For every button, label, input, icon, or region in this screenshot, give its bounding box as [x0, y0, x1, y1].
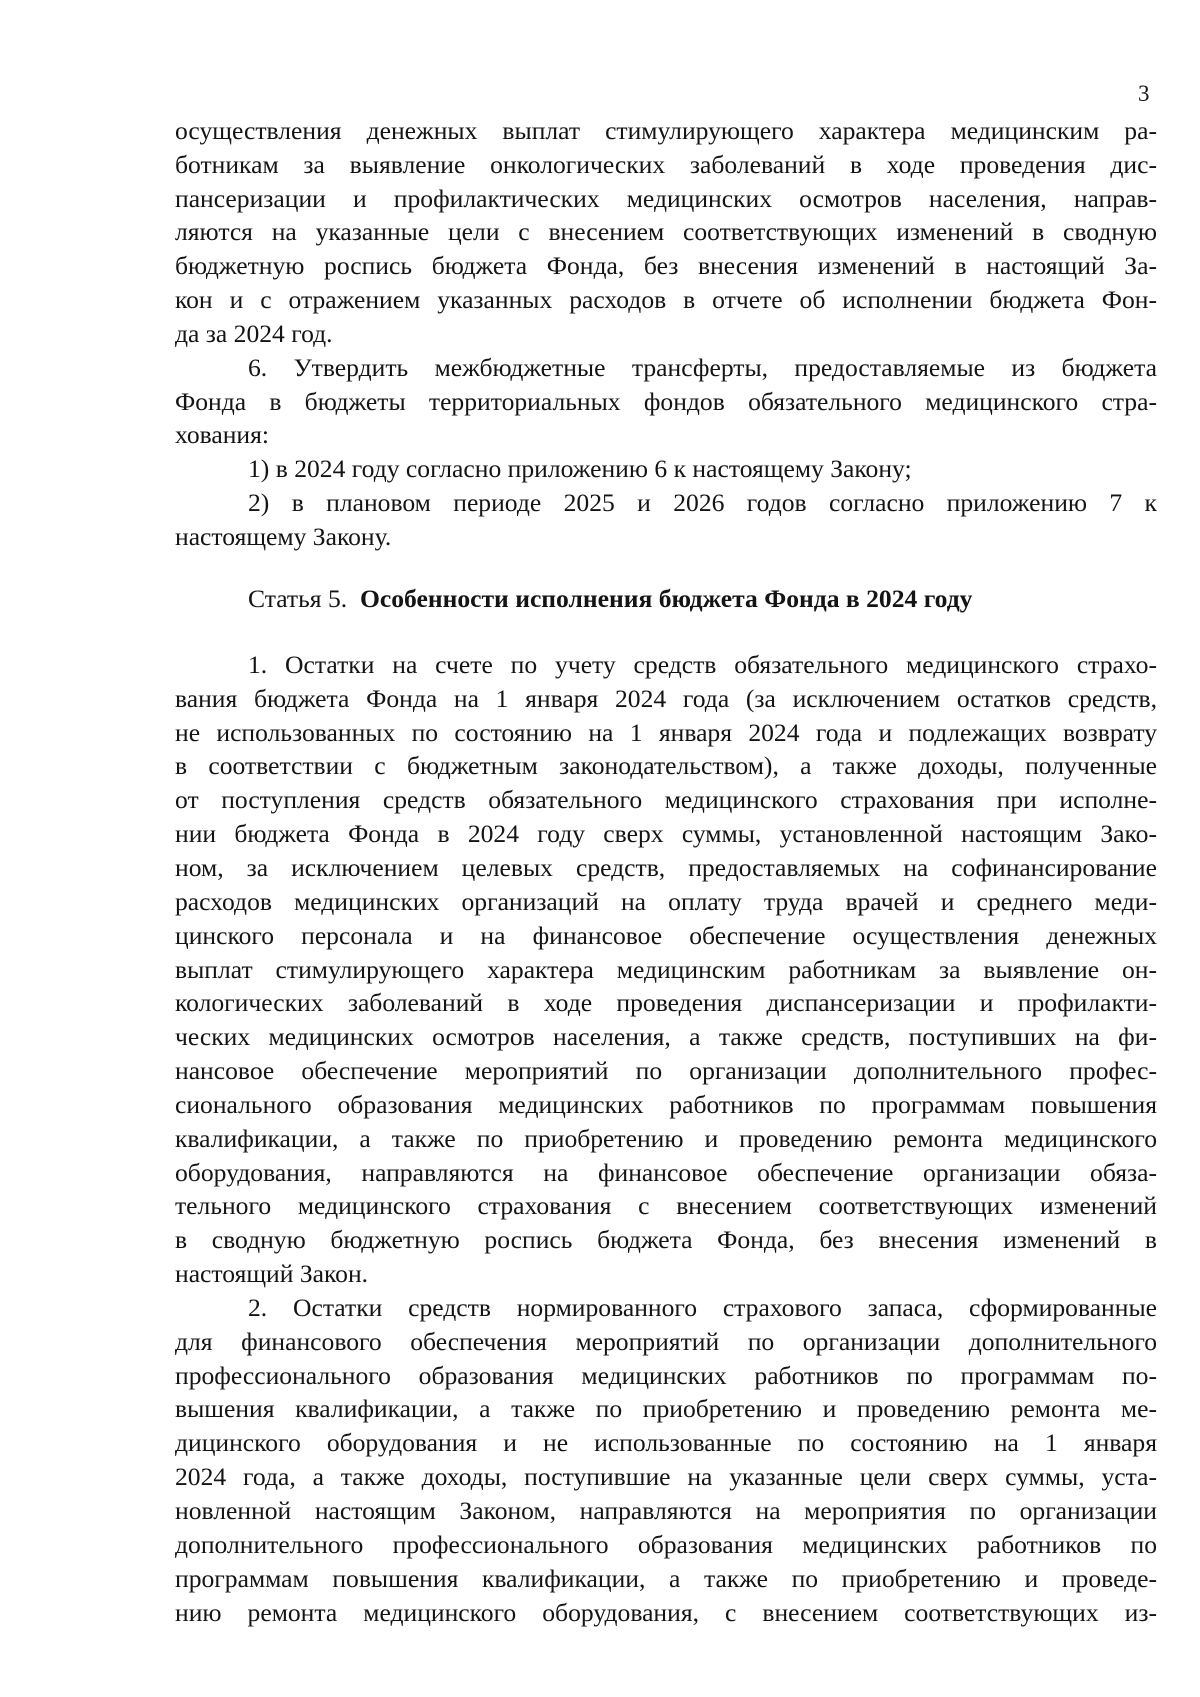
text-line: 2) в плановом периоде 2025 и 2026 годов согласно приложению 7 к [248, 488, 1157, 517]
text-line: новленной настоящим Законом, направляются на мероприятия по организации [175, 1496, 1157, 1525]
text-line: пансеризации и профилактических медицинских осмотров населения, направ- [175, 184, 1157, 213]
text-line: ческих медицинских осмотров населения, а также средств, поступивших на фи- [175, 1022, 1157, 1051]
article-title: Особенности исполнения бюджета Фонда в 2024 году [359, 584, 973, 613]
text-line: сионального образования медицинских работников по программам повышения [175, 1090, 1157, 1119]
text-line: ботникам за выявление онкологических заболеваний в ходе проведения дис- [175, 150, 1157, 179]
text-line: нию ремонта медицинского оборудования, с внесением соответствующих из- [175, 1598, 1157, 1627]
text-line: настоящий Закон. [175, 1259, 369, 1288]
text-line: от поступления средств обязательного медицинского страхования при исполне- [175, 785, 1157, 814]
text-line: оборудования, направляются на финансовое обеспечение организации обяза- [175, 1158, 1157, 1187]
text-line: тельного медицинского страхования с внесением соответствующих изменений [175, 1191, 1157, 1220]
text-line: кон и с отражением указанных расходов в отчете об исполнении бюджета Фон- [175, 285, 1157, 314]
text-line: осуществления денежных выплат стимулирующего характера медицинским ра- [175, 116, 1157, 145]
text-line: 6. Утвердить межбюджетные трансферты, предоставляемые из бюджета [248, 353, 1157, 382]
text-line: программам повышения квалификации, а также по приобретению и проведе- [175, 1564, 1157, 1593]
text-line: Фонда в бюджеты территориальных фондов обязательного медицинского стра- [175, 387, 1157, 416]
text-line: кологических заболеваний в ходе проведения диспансеризации и профилакти- [175, 988, 1157, 1017]
page-number: 3 [1138, 81, 1150, 106]
text-line: нии бюджета Фонда в 2024 году сверх суммы, установленной настоящим Зако- [175, 819, 1157, 848]
text-line: выплат стимулирующего характера медицинским работникам за выявление он- [175, 955, 1157, 984]
text-line: хования: [175, 420, 270, 449]
text-line: вышения квалификации, а также по приобретению и проведению ремонта ме- [175, 1394, 1157, 1423]
text-line: в сводную бюджетную роспись бюджета Фонда, без внесения изменений в [175, 1225, 1157, 1254]
text-line: дополнительного профессионального образования медицинских работников по [175, 1530, 1157, 1559]
text-line: цинского персонала и на финансовое обеспечение осуществления денежных [175, 921, 1157, 950]
text-line: нансовое обеспечение мероприятий по организации дополнительного профес- [175, 1056, 1157, 1085]
text-line: 2. Остатки средств нормированного страхового запаса, сформированные [248, 1293, 1157, 1322]
text-line: вания бюджета Фонда на 1 января 2024 года (за исключением остатков средств, [175, 684, 1157, 713]
text-line: не использованных по состоянию на 1 января 2024 года и подлежащих возврату [175, 718, 1157, 747]
text-line: 2024 года, а также доходы, поступившие на указанные цели сверх суммы, уста- [175, 1462, 1157, 1491]
text-line: ляются на указанные цели с внесением соответствующих изменений в сводную [175, 217, 1157, 246]
text-line: расходов медицинских организаций на оплату труда врачей и среднего меди- [175, 887, 1157, 916]
text-line: ном, за исключением целевых средств, предоставляемых на софинансирование [175, 853, 1157, 882]
text-line: бюджетную роспись бюджета Фонда, без внесения изменений в настоящий За- [175, 251, 1157, 280]
text-line: настоящему Закону. [175, 522, 392, 551]
article-heading [248, 582, 972, 616]
text-line: профессионального образования медицинских работников по программам по- [175, 1361, 1157, 1390]
text-line: для финансового обеспечения мероприятий по организации дополнительного [175, 1327, 1157, 1356]
text-line: да за 2024 год. [175, 319, 333, 348]
article-label: Статья 5. [248, 584, 348, 613]
text-line: дицинского оборудования и не использованные по состоянию на 1 января [175, 1428, 1157, 1457]
text-line: 1. Остатки на счете по учету средств обязательного медицинского страхо- [248, 650, 1157, 679]
text-line: квалификации, а также по приобретению и проведению ремонта медицинского [175, 1124, 1157, 1153]
text-line: 1) в 2024 году согласно приложению 6 к настоящему Закону; [248, 454, 912, 483]
text-line: в соответствии с бюджетным законодательством), а также доходы, полученные [175, 751, 1157, 780]
